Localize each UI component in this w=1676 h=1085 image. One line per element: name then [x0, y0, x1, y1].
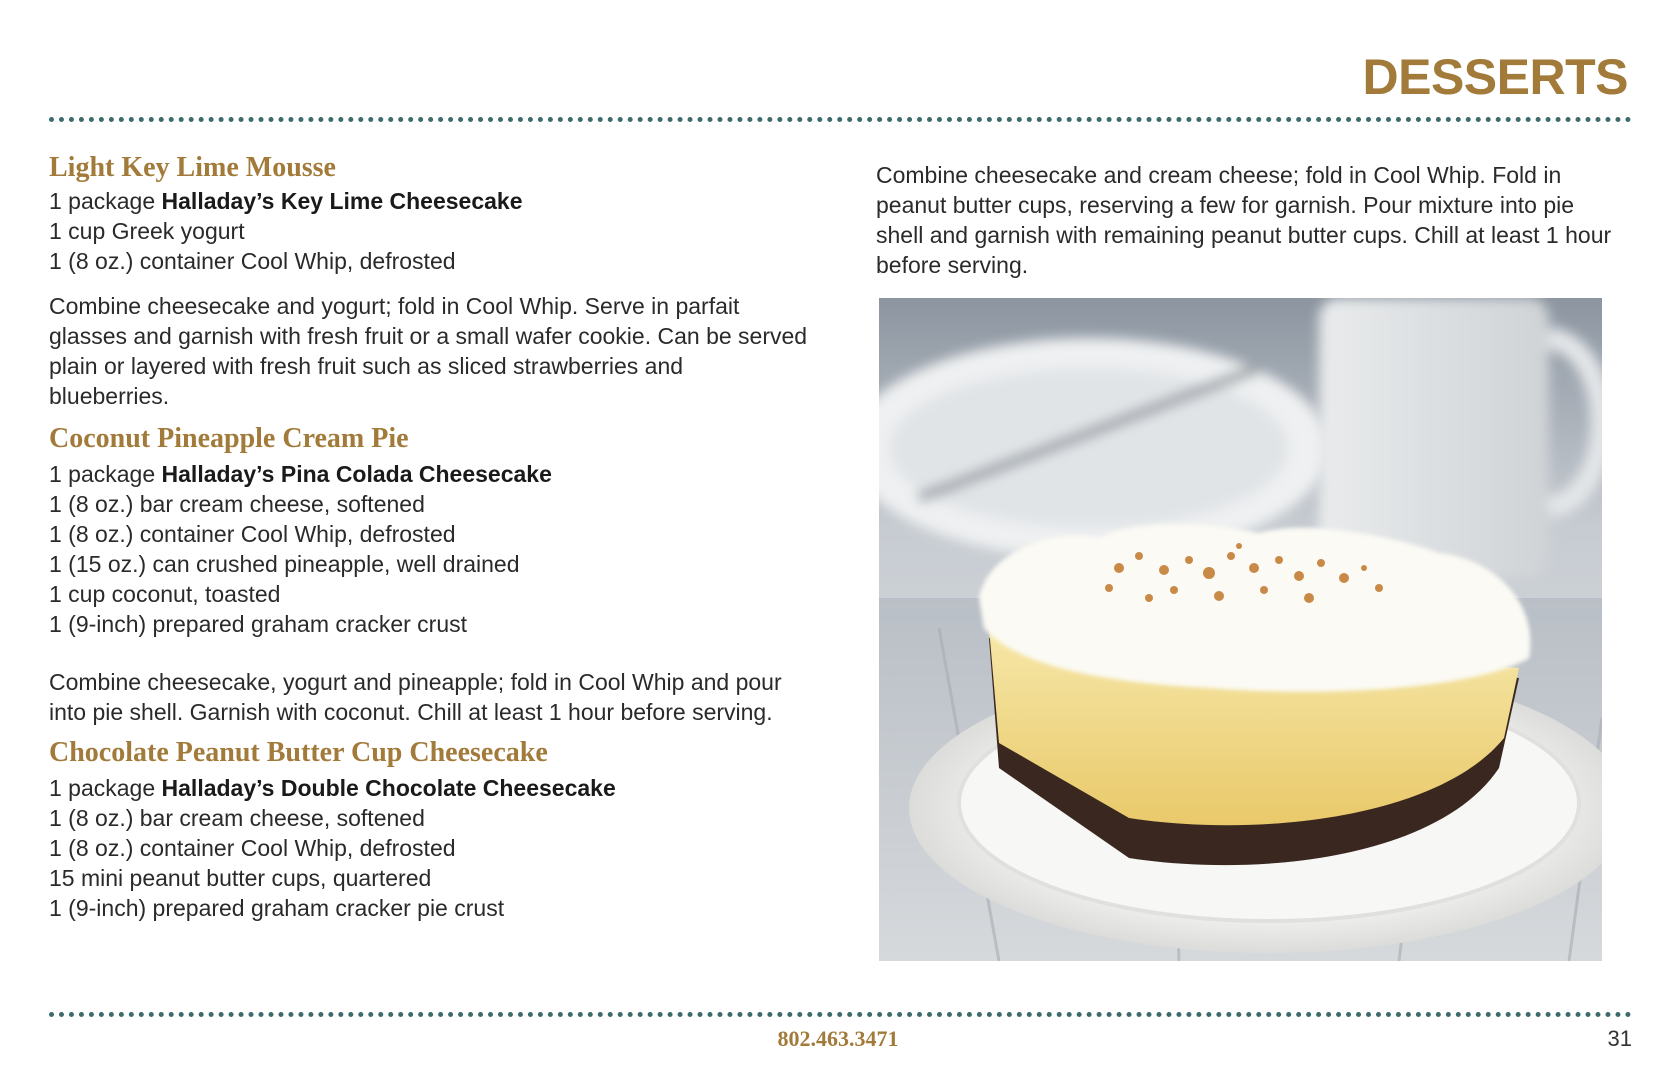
- ingredient-item: 1 (9-inch) prepared graham cracker crust: [49, 611, 467, 637]
- phone-number: 802.463.3471: [777, 1026, 899, 1051]
- bottom-dotted-divider: [49, 1012, 1632, 1017]
- recipe-title: Chocolate Peanut Butter Cup Cheesecake: [49, 737, 548, 768]
- ingredient-item: 1 (15 oz.) can crushed pineapple, well drained: [49, 551, 520, 577]
- recipe-title: Light Key Lime Mousse: [49, 152, 336, 183]
- ingredient-item: 1 package Halladay’s Key Lime Cheesecake: [49, 188, 523, 214]
- page-number: 31: [1607, 1026, 1632, 1051]
- recipe-key-lime-mousse: [49, 150, 809, 411]
- recipe-instructions: Combine cheesecake and yogurt; fold in Cool Whip. Serve in parfait glasses and garnish with fresh fruit or a small wafer cookie. Can be served plain or layered with fresh fruit such as sliced strawberries and blueberries.: [49, 293, 808, 409]
- recipe-title: Coconut Pineapple Cream Pie: [49, 423, 409, 454]
- left-column: [49, 150, 809, 923]
- ingredient-item: 1 package Halladay’s Double Chocolate Cheesecake: [49, 775, 616, 801]
- recipe-instructions: Combine cheesecake, yogurt and pineapple; fold in Cool Whip and pour into pie shell. Garnish with coconut. Chill at least 1 hour before serving.: [49, 669, 782, 725]
- ingredient-item: 1 package Halladay’s Pina Colada Cheesecake: [49, 461, 552, 487]
- ingredient-item: 1 cup coconut, toasted: [49, 581, 281, 607]
- section-title: DESSERTS: [1362, 49, 1628, 105]
- ingredient-item: 1 (8 oz.) container Cool Whip, defrosted: [49, 835, 456, 861]
- pie-photo: [879, 298, 1602, 961]
- ingredient-item: 1 (8 oz.) container Cool Whip, defrosted: [49, 248, 456, 274]
- right-column: [876, 160, 1636, 280]
- ingredient-item: 1 cup Greek yogurt: [49, 218, 245, 244]
- recipe-chocolate-peanut-butter-cup-cheesecake: [49, 735, 809, 923]
- ingredient-list: [49, 186, 809, 276]
- recipe-coconut-pineapple-cream-pie: [49, 421, 809, 727]
- ingredient-item: 15 mini peanut butter cups, quartered: [49, 865, 432, 891]
- ingredient-item: 1 (9-inch) prepared graham cracker pie crust: [49, 895, 505, 921]
- recipe-instructions: Combine cheesecake and cream cheese; fold in Cool Whip. Fold in peanut butter cups, reserving a few for garnish. Pour mixture into pie shell and garnish with remaining peanut butter cups. Chill at least 1 hour before serving.: [876, 162, 1612, 278]
- ingredient-item: 1 (8 oz.) bar cream cheese, softened: [49, 805, 425, 831]
- ingredient-item: 1 (8 oz.) bar cream cheese, softened: [49, 491, 425, 517]
- ingredient-item: 1 (8 oz.) container Cool Whip, defrosted: [49, 521, 456, 547]
- top-dotted-divider: [49, 117, 1632, 122]
- ingredient-list: [49, 459, 809, 639]
- ingredient-list: [49, 773, 809, 923]
